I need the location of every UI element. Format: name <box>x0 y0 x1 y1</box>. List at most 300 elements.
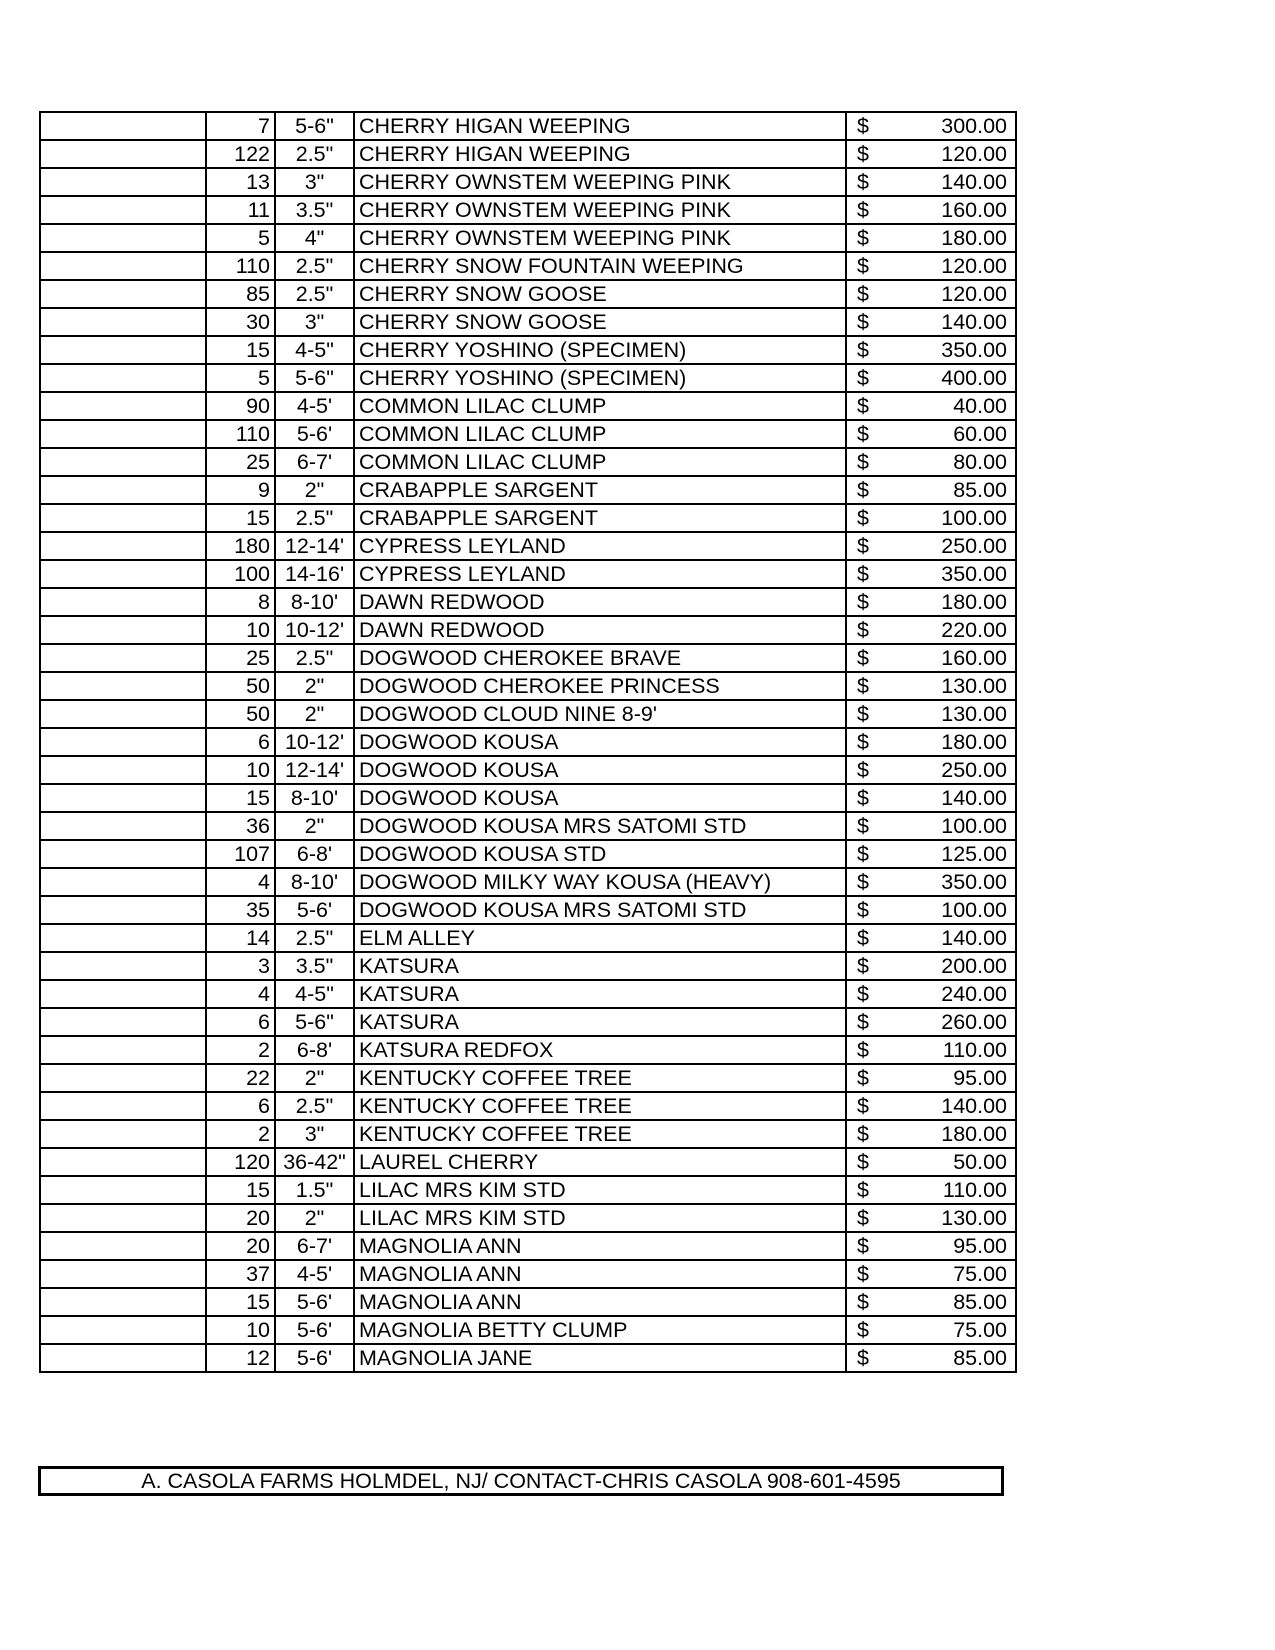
blank-cell <box>40 840 206 868</box>
table-row <box>40 1176 1016 1204</box>
quantity-cell: 90 <box>206 392 275 420</box>
currency-cell: $ <box>846 924 887 952</box>
quantity-cell: 6 <box>206 1008 275 1036</box>
description-cell: DOGWOOD KOUSA <box>354 784 846 812</box>
blank-cell <box>40 364 206 392</box>
blank-cell <box>40 392 206 420</box>
currency-cell: $ <box>846 812 887 840</box>
description-cell: MAGNOLIA ANN <box>354 1232 846 1260</box>
description-cell: DAWN REDWOOD <box>354 588 846 616</box>
table-row <box>40 476 1016 504</box>
currency-cell: $ <box>846 1316 887 1344</box>
quantity-cell: 25 <box>206 448 275 476</box>
blank-cell <box>40 784 206 812</box>
price-cell: 100.00 <box>887 812 1016 840</box>
size-cell: 36-42" <box>275 1148 354 1176</box>
size-cell: 12-14' <box>275 532 354 560</box>
currency-cell: $ <box>846 532 887 560</box>
description-cell: CHERRY SNOW GOOSE <box>354 280 846 308</box>
description-cell: COMMON LILAC CLUMP <box>354 392 846 420</box>
price-cell: 140.00 <box>887 924 1016 952</box>
description-cell: DOGWOOD KOUSA <box>354 728 846 756</box>
quantity-cell: 2 <box>206 1036 275 1064</box>
price-cell: 200.00 <box>887 952 1016 980</box>
table-row <box>40 812 1016 840</box>
quantity-cell: 4 <box>206 980 275 1008</box>
quantity-cell: 12 <box>206 1344 275 1372</box>
currency-cell: $ <box>846 364 887 392</box>
description-cell: KENTUCKY COFFEE TREE <box>354 1064 846 1092</box>
size-cell: 4-5" <box>275 980 354 1008</box>
description-cell: CRABAPPLE SARGENT <box>354 504 846 532</box>
size-cell: 4-5' <box>275 1260 354 1288</box>
contact-footer: A. CASOLA FARMS HOLMDEL, NJ/ CONTACT-CHRIS CASOLA 908-601-4595 <box>38 1466 1004 1496</box>
price-cell: 40.00 <box>887 392 1016 420</box>
blank-cell <box>40 1008 206 1036</box>
price-cell: 75.00 <box>887 1260 1016 1288</box>
blank-cell <box>40 1120 206 1148</box>
size-cell: 8-10' <box>275 784 354 812</box>
size-cell: 1.5" <box>275 1176 354 1204</box>
blank-cell <box>40 616 206 644</box>
size-cell: 2" <box>275 476 354 504</box>
currency-cell: $ <box>846 644 887 672</box>
blank-cell <box>40 112 206 140</box>
table-row <box>40 1148 1016 1176</box>
quantity-cell: 110 <box>206 252 275 280</box>
quantity-cell: 10 <box>206 756 275 784</box>
quantity-cell: 37 <box>206 1260 275 1288</box>
quantity-cell: 20 <box>206 1232 275 1260</box>
blank-cell <box>40 420 206 448</box>
price-cell: 120.00 <box>887 252 1016 280</box>
table-row <box>40 980 1016 1008</box>
price-cell: 95.00 <box>887 1232 1016 1260</box>
description-cell: CRABAPPLE SARGENT <box>354 476 846 504</box>
blank-cell <box>40 756 206 784</box>
description-cell: DAWN REDWOOD <box>354 616 846 644</box>
table-row <box>40 952 1016 980</box>
currency-cell: $ <box>846 1260 887 1288</box>
size-cell: 6-7' <box>275 448 354 476</box>
table-row <box>40 532 1016 560</box>
currency-cell: $ <box>846 252 887 280</box>
table-row <box>40 392 1016 420</box>
table-row <box>40 616 1016 644</box>
currency-cell: $ <box>846 952 887 980</box>
table-row <box>40 140 1016 168</box>
description-cell: MAGNOLIA ANN <box>354 1288 846 1316</box>
description-cell: KENTUCKY COFFEE TREE <box>354 1120 846 1148</box>
price-cell: 140.00 <box>887 168 1016 196</box>
currency-cell: $ <box>846 868 887 896</box>
quantity-cell: 5 <box>206 364 275 392</box>
table-row <box>40 700 1016 728</box>
size-cell: 2" <box>275 700 354 728</box>
size-cell: 2" <box>275 1204 354 1232</box>
description-cell: DOGWOOD CHEROKEE PRINCESS <box>354 672 846 700</box>
currency-cell: $ <box>846 420 887 448</box>
quantity-cell: 85 <box>206 280 275 308</box>
size-cell: 4-5" <box>275 336 354 364</box>
blank-cell <box>40 168 206 196</box>
price-cell: 120.00 <box>887 140 1016 168</box>
blank-cell <box>40 644 206 672</box>
blank-cell <box>40 1316 206 1344</box>
description-cell: DOGWOOD CLOUD NINE 8-9' <box>354 700 846 728</box>
price-cell: 260.00 <box>887 1008 1016 1036</box>
description-cell: CHERRY OWNSTEM WEEPING PINK <box>354 224 846 252</box>
quantity-cell: 5 <box>206 224 275 252</box>
description-cell: MAGNOLIA ANN <box>354 1260 846 1288</box>
currency-cell: $ <box>846 448 887 476</box>
price-cell: 85.00 <box>887 1288 1016 1316</box>
price-cell: 140.00 <box>887 1092 1016 1120</box>
table-row <box>40 1036 1016 1064</box>
price-list-table <box>39 111 1017 1373</box>
description-cell: DOGWOOD KOUSA <box>354 756 846 784</box>
blank-cell <box>40 336 206 364</box>
blank-cell <box>40 224 206 252</box>
blank-cell <box>40 252 206 280</box>
quantity-cell: 4 <box>206 868 275 896</box>
currency-cell: $ <box>846 560 887 588</box>
size-cell: 3" <box>275 1120 354 1148</box>
quantity-cell: 15 <box>206 336 275 364</box>
size-cell: 5-6' <box>275 896 354 924</box>
description-cell: KATSURA <box>354 980 846 1008</box>
description-cell: CHERRY OWNSTEM WEEPING PINK <box>354 168 846 196</box>
price-list-body <box>40 112 1016 1372</box>
table-row <box>40 588 1016 616</box>
quantity-cell: 36 <box>206 812 275 840</box>
size-cell: 2.5" <box>275 924 354 952</box>
description-cell: ELM ALLEY <box>354 924 846 952</box>
table-row <box>40 924 1016 952</box>
price-cell: 180.00 <box>887 1120 1016 1148</box>
price-cell: 250.00 <box>887 756 1016 784</box>
quantity-cell: 3 <box>206 952 275 980</box>
size-cell: 5-6" <box>275 364 354 392</box>
quantity-cell: 6 <box>206 1092 275 1120</box>
blank-cell <box>40 1176 206 1204</box>
blank-cell <box>40 588 206 616</box>
quantity-cell: 110 <box>206 420 275 448</box>
currency-cell: $ <box>846 1344 887 1372</box>
quantity-cell: 15 <box>206 784 275 812</box>
size-cell: 4" <box>275 224 354 252</box>
price-cell: 95.00 <box>887 1064 1016 1092</box>
description-cell: DOGWOOD KOUSA MRS SATOMI STD <box>354 812 846 840</box>
price-cell: 125.00 <box>887 840 1016 868</box>
size-cell: 3.5" <box>275 196 354 224</box>
quantity-cell: 25 <box>206 644 275 672</box>
price-cell: 220.00 <box>887 616 1016 644</box>
table-row <box>40 112 1016 140</box>
table-row <box>40 224 1016 252</box>
table-row <box>40 1344 1016 1372</box>
blank-cell <box>40 980 206 1008</box>
table-row <box>40 1008 1016 1036</box>
currency-cell: $ <box>846 1008 887 1036</box>
currency-cell: $ <box>846 140 887 168</box>
currency-cell: $ <box>846 896 887 924</box>
size-cell: 2.5" <box>275 644 354 672</box>
currency-cell: $ <box>846 1148 887 1176</box>
currency-cell: $ <box>846 280 887 308</box>
size-cell: 5-6" <box>275 1008 354 1036</box>
currency-cell: $ <box>846 1288 887 1316</box>
description-cell: CHERRY OWNSTEM WEEPING PINK <box>354 196 846 224</box>
quantity-cell: 20 <box>206 1204 275 1232</box>
quantity-cell: 15 <box>206 1288 275 1316</box>
price-cell: 300.00 <box>887 112 1016 140</box>
blank-cell <box>40 476 206 504</box>
table-row <box>40 1120 1016 1148</box>
size-cell: 3.5" <box>275 952 354 980</box>
table-row <box>40 1232 1016 1260</box>
description-cell: CHERRY YOSHINO (SPECIMEN) <box>354 336 846 364</box>
price-cell: 120.00 <box>887 280 1016 308</box>
price-cell: 130.00 <box>887 1204 1016 1232</box>
currency-cell: $ <box>846 616 887 644</box>
blank-cell <box>40 560 206 588</box>
currency-cell: $ <box>846 336 887 364</box>
description-cell: CHERRY SNOW FOUNTAIN WEEPING <box>354 252 846 280</box>
description-cell: CYPRESS LEYLAND <box>354 560 846 588</box>
currency-cell: $ <box>846 224 887 252</box>
quantity-cell: 22 <box>206 1064 275 1092</box>
quantity-cell: 11 <box>206 196 275 224</box>
currency-cell: $ <box>846 504 887 532</box>
blank-cell <box>40 196 206 224</box>
size-cell: 10-12' <box>275 616 354 644</box>
table-row <box>40 504 1016 532</box>
table-row <box>40 644 1016 672</box>
table-row <box>40 252 1016 280</box>
blank-cell <box>40 812 206 840</box>
blank-cell <box>40 672 206 700</box>
size-cell: 12-14' <box>275 756 354 784</box>
size-cell: 2" <box>275 672 354 700</box>
table-row <box>40 560 1016 588</box>
price-cell: 350.00 <box>887 560 1016 588</box>
size-cell: 6-8' <box>275 840 354 868</box>
size-cell: 14-16' <box>275 560 354 588</box>
price-cell: 180.00 <box>887 224 1016 252</box>
table-row <box>40 1204 1016 1232</box>
currency-cell: $ <box>846 1176 887 1204</box>
price-cell: 110.00 <box>887 1176 1016 1204</box>
price-cell: 140.00 <box>887 784 1016 812</box>
blank-cell <box>40 1064 206 1092</box>
blank-cell <box>40 280 206 308</box>
size-cell: 10-12' <box>275 728 354 756</box>
currency-cell: $ <box>846 308 887 336</box>
quantity-cell: 100 <box>206 560 275 588</box>
size-cell: 6-8' <box>275 1036 354 1064</box>
table-row <box>40 420 1016 448</box>
size-cell: 3" <box>275 168 354 196</box>
blank-cell <box>40 896 206 924</box>
price-cell: 60.00 <box>887 420 1016 448</box>
description-cell: KENTUCKY COFFEE TREE <box>354 1092 846 1120</box>
table-row <box>40 1260 1016 1288</box>
blank-cell <box>40 308 206 336</box>
description-cell: CHERRY YOSHINO (SPECIMEN) <box>354 364 846 392</box>
price-cell: 75.00 <box>887 1316 1016 1344</box>
size-cell: 5-6' <box>275 1344 354 1372</box>
currency-cell: $ <box>846 1092 887 1120</box>
currency-cell: $ <box>846 728 887 756</box>
table-row <box>40 280 1016 308</box>
currency-cell: $ <box>846 1120 887 1148</box>
blank-cell <box>40 504 206 532</box>
description-cell: KATSURA <box>354 952 846 980</box>
blank-cell <box>40 1344 206 1372</box>
description-cell: CYPRESS LEYLAND <box>354 532 846 560</box>
price-cell: 350.00 <box>887 336 1016 364</box>
price-cell: 80.00 <box>887 448 1016 476</box>
quantity-cell: 7 <box>206 112 275 140</box>
price-cell: 140.00 <box>887 308 1016 336</box>
size-cell: 5-6' <box>275 1288 354 1316</box>
quantity-cell: 180 <box>206 532 275 560</box>
quantity-cell: 50 <box>206 700 275 728</box>
size-cell: 8-10' <box>275 588 354 616</box>
description-cell: MAGNOLIA BETTY CLUMP <box>354 1316 846 1344</box>
currency-cell: $ <box>846 392 887 420</box>
size-cell: 2" <box>275 1064 354 1092</box>
description-cell: LILAC MRS KIM STD <box>354 1204 846 1232</box>
quantity-cell: 9 <box>206 476 275 504</box>
price-cell: 130.00 <box>887 700 1016 728</box>
price-cell: 350.00 <box>887 868 1016 896</box>
description-cell: KATSURA <box>354 1008 846 1036</box>
description-cell: CHERRY HIGAN WEEPING <box>354 140 846 168</box>
price-cell: 85.00 <box>887 1344 1016 1372</box>
table-row <box>40 896 1016 924</box>
table-row <box>40 784 1016 812</box>
blank-cell <box>40 1092 206 1120</box>
size-cell: 4-5' <box>275 392 354 420</box>
currency-cell: $ <box>846 168 887 196</box>
quantity-cell: 10 <box>206 616 275 644</box>
quantity-cell: 15 <box>206 1176 275 1204</box>
quantity-cell: 10 <box>206 1316 275 1344</box>
table-row <box>40 728 1016 756</box>
table-row <box>40 196 1016 224</box>
table-row <box>40 168 1016 196</box>
quantity-cell: 122 <box>206 140 275 168</box>
table-row <box>40 868 1016 896</box>
currency-cell: $ <box>846 756 887 784</box>
currency-cell: $ <box>846 1036 887 1064</box>
quantity-cell: 2 <box>206 1120 275 1148</box>
description-cell: LILAC MRS KIM STD <box>354 1176 846 1204</box>
currency-cell: $ <box>846 196 887 224</box>
table-row <box>40 336 1016 364</box>
price-cell: 160.00 <box>887 196 1016 224</box>
table-row <box>40 672 1016 700</box>
description-cell: CHERRY SNOW GOOSE <box>354 308 846 336</box>
quantity-cell: 15 <box>206 504 275 532</box>
quantity-cell: 120 <box>206 1148 275 1176</box>
size-cell: 8-10' <box>275 868 354 896</box>
quantity-cell: 107 <box>206 840 275 868</box>
currency-cell: $ <box>846 476 887 504</box>
description-cell: LAUREL CHERRY <box>354 1148 846 1176</box>
blank-cell <box>40 924 206 952</box>
quantity-cell: 8 <box>206 588 275 616</box>
size-cell: 5-6' <box>275 1316 354 1344</box>
currency-cell: $ <box>846 1204 887 1232</box>
price-cell: 240.00 <box>887 980 1016 1008</box>
currency-cell: $ <box>846 980 887 1008</box>
price-cell: 250.00 <box>887 532 1016 560</box>
blank-cell <box>40 1036 206 1064</box>
description-cell: DOGWOOD CHEROKEE BRAVE <box>354 644 846 672</box>
description-cell: CHERRY HIGAN WEEPING <box>354 112 846 140</box>
price-cell: 160.00 <box>887 644 1016 672</box>
table-row <box>40 308 1016 336</box>
blank-cell <box>40 1288 206 1316</box>
quantity-cell: 13 <box>206 168 275 196</box>
table-row <box>40 1064 1016 1092</box>
quantity-cell: 6 <box>206 728 275 756</box>
blank-cell <box>40 728 206 756</box>
blank-cell <box>40 1232 206 1260</box>
size-cell: 5-6" <box>275 112 354 140</box>
quantity-cell: 30 <box>206 308 275 336</box>
size-cell: 3" <box>275 308 354 336</box>
currency-cell: $ <box>846 784 887 812</box>
table-row <box>40 756 1016 784</box>
blank-cell <box>40 532 206 560</box>
price-cell: 400.00 <box>887 364 1016 392</box>
size-cell: 2.5" <box>275 1092 354 1120</box>
blank-cell <box>40 1148 206 1176</box>
size-cell: 5-6' <box>275 420 354 448</box>
currency-cell: $ <box>846 672 887 700</box>
description-cell: MAGNOLIA JANE <box>354 1344 846 1372</box>
description-cell: DOGWOOD MILKY WAY KOUSA (HEAVY) <box>354 868 846 896</box>
currency-cell: $ <box>846 588 887 616</box>
size-cell: 6-7' <box>275 1232 354 1260</box>
blank-cell <box>40 1204 206 1232</box>
price-cell: 50.00 <box>887 1148 1016 1176</box>
table-row <box>40 364 1016 392</box>
size-cell: 2" <box>275 812 354 840</box>
size-cell: 2.5" <box>275 280 354 308</box>
price-cell: 110.00 <box>887 1036 1016 1064</box>
blank-cell <box>40 868 206 896</box>
price-cell: 130.00 <box>887 672 1016 700</box>
blank-cell <box>40 140 206 168</box>
table-row <box>40 1316 1016 1344</box>
quantity-cell: 35 <box>206 896 275 924</box>
blank-cell <box>40 700 206 728</box>
size-cell: 2.5" <box>275 504 354 532</box>
table-row <box>40 840 1016 868</box>
currency-cell: $ <box>846 700 887 728</box>
price-cell: 100.00 <box>887 896 1016 924</box>
size-cell: 2.5" <box>275 140 354 168</box>
blank-cell <box>40 448 206 476</box>
description-cell: DOGWOOD KOUSA MRS SATOMI STD <box>354 896 846 924</box>
currency-cell: $ <box>846 1064 887 1092</box>
blank-cell <box>40 1260 206 1288</box>
